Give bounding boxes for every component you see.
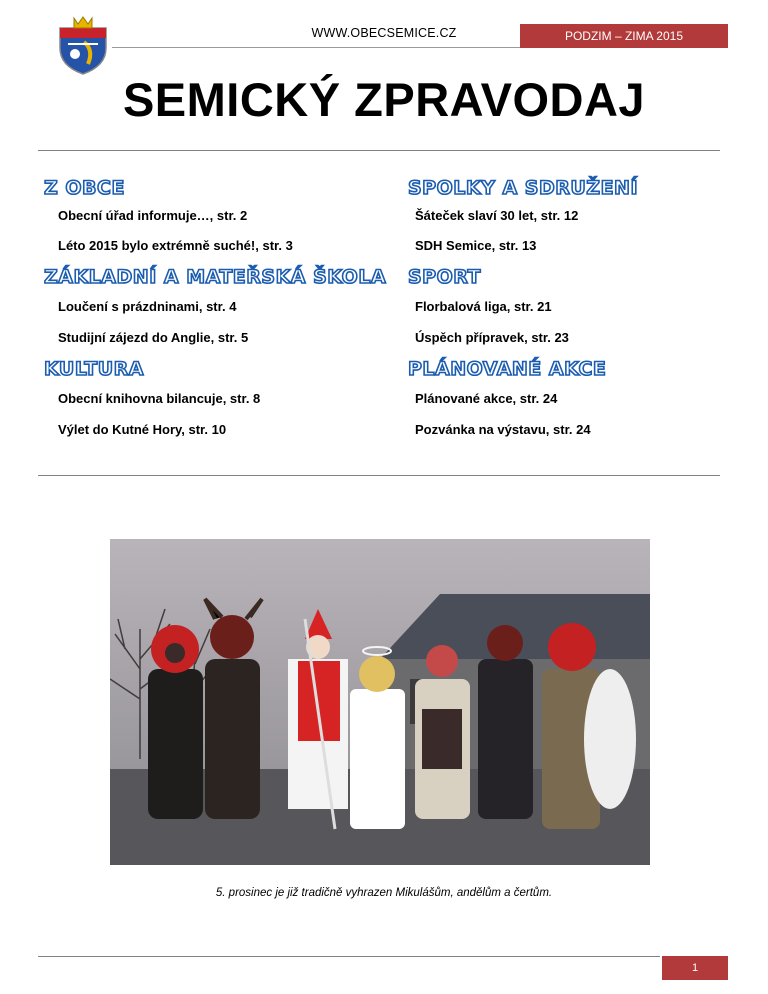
toc-item[interactable]: Florbalová liga, str. 21 — [415, 299, 552, 314]
toc-item[interactable]: Šáteček slaví 30 let, str. 12 — [415, 208, 579, 223]
toc-item[interactable]: Loučení s prázdninami, str. 4 — [58, 299, 237, 314]
coat-of-arms-icon — [54, 14, 112, 76]
toc-item[interactable]: Výlet do Kutné Hory, str. 10 — [58, 422, 227, 437]
newsletter-title: SEMICKÝ ZPRAVODAJ — [122, 73, 646, 126]
toc-item[interactable]: Léto 2015 bylo extrémně suché!, str. 3 — [58, 238, 293, 253]
page-number: 1 — [662, 956, 728, 980]
photo-caption: 5. prosinec je již tradičně vyhrazen Mikulášům, andělům a čertům. — [215, 887, 553, 899]
toc-divider — [38, 475, 720, 476]
toc-item[interactable]: Obecní úřad informuje…, str. 2 — [58, 208, 248, 223]
section-heading-sport: SPORT — [408, 266, 481, 288]
section-heading-akce: PLÁNOVANÉ AKCE — [408, 358, 607, 380]
site-url: WWW.OBECSEMICE.CZ — [311, 26, 457, 40]
mikulas-photo — [110, 539, 650, 865]
toc-item[interactable]: SDH Semice, str. 13 — [415, 238, 537, 253]
section-heading-skola: ZÁKLADNÍ A MATEŘSKÁ ŠKOLA — [44, 266, 387, 288]
toc-item[interactable]: Pozvánka na výstavu, str. 24 — [415, 422, 591, 437]
toc-item[interactable]: Úspěch přípravek, str. 23 — [415, 330, 569, 345]
issue-badge: PODZIM – ZIMA 2015 — [520, 24, 728, 48]
toc-item[interactable]: Studijní zájezd do Anglie, str. 5 — [58, 330, 249, 345]
toc-item[interactable]: Plánované akce, str. 24 — [415, 391, 558, 406]
toc-item[interactable]: Obecní knihovna bilancuje, str. 8 — [58, 391, 261, 406]
section-heading-kultura: KULTURA — [44, 358, 145, 380]
title-divider — [38, 150, 720, 151]
section-heading-spolky: SPOLKY A SDRUŽENÍ — [408, 177, 639, 199]
section-heading-z-obce: Z OBCE — [44, 177, 125, 199]
footer-divider — [38, 956, 660, 957]
